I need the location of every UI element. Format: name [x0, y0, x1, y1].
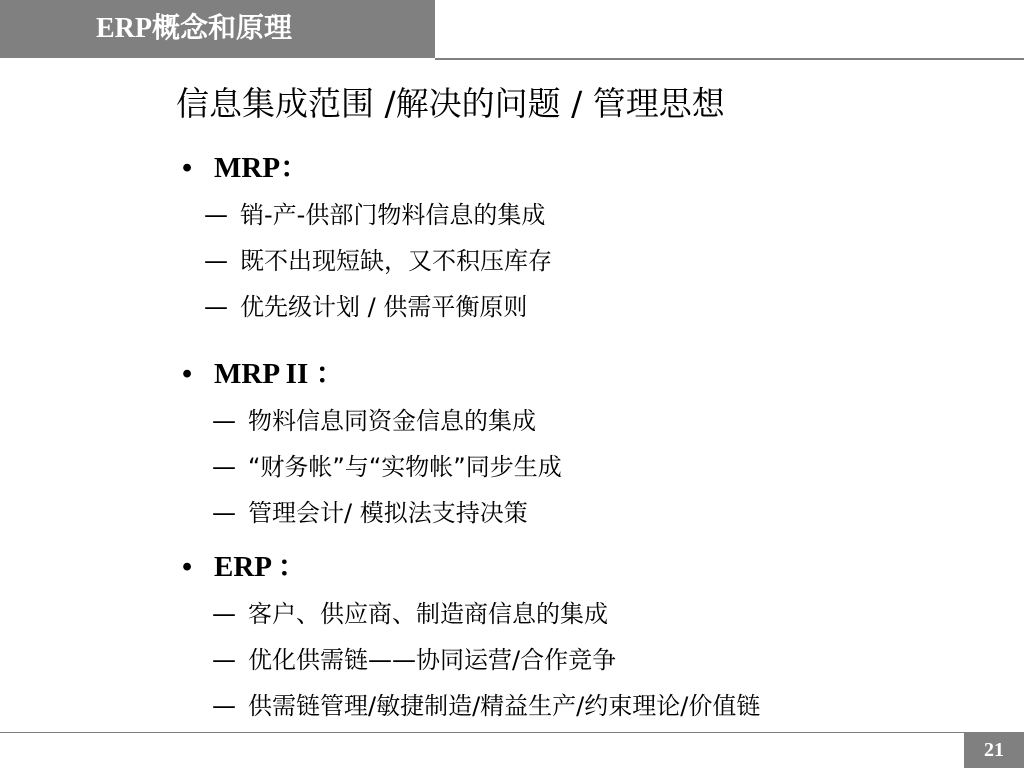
list-item-text: 既不出现短缺，又不积压库存 — [240, 247, 552, 275]
dash-icon: — — [212, 499, 236, 527]
dash-icon: — — [212, 646, 236, 674]
bullet-icon: • — [182, 551, 193, 583]
header-divider — [435, 58, 1024, 60]
list-item — [212, 683, 760, 729]
list-item — [204, 284, 552, 330]
heading-text: MRP II ： — [214, 358, 345, 390]
list-item — [212, 398, 562, 444]
section-heading — [182, 356, 562, 392]
list-item — [212, 637, 760, 683]
section-erp — [182, 549, 760, 729]
bullet-icon: • — [182, 152, 193, 184]
list-item-text: 客户、供应商、制造商信息的集成 — [248, 600, 608, 628]
dash-icon: — — [212, 453, 236, 481]
dash-icon: — — [204, 247, 228, 275]
dash-icon: — — [212, 600, 236, 628]
dash-icon: — — [212, 692, 236, 720]
list-item — [212, 490, 562, 536]
footer-divider — [0, 732, 1024, 733]
list-item-text: 优化供需链——协同运营/合作竞争 — [248, 646, 617, 674]
heading-text: MRP： — [214, 152, 310, 184]
section-mrp — [182, 150, 552, 330]
list-item — [212, 591, 760, 637]
heading-text: ERP ： — [214, 551, 307, 583]
list-item — [204, 192, 552, 238]
page-title: 信息集成范围 /解决的问题 / 管理思想 — [176, 84, 725, 123]
list-item-text: 管理会计/ 模拟法支持决策 — [248, 499, 528, 527]
dash-icon: — — [212, 407, 236, 435]
list-item-text: “财务帐”与“实物帐”同步生成 — [248, 453, 562, 481]
section-heading — [182, 150, 552, 186]
list-item — [204, 238, 552, 284]
list-item-text: 优先级计划 / 供需平衡原则 — [240, 293, 528, 321]
list-item-text: 物料信息同资金信息的集成 — [248, 407, 536, 435]
list-item-text: 供需链管理/敏捷制造/精益生产/约束理论/价值链 — [248, 692, 761, 720]
list-item-text: 销-产-供部门物料信息的集成 — [240, 201, 546, 229]
header-title: ERP概念和原理 — [96, 13, 293, 44]
page-number: 21 — [964, 733, 1024, 768]
dash-icon: — — [204, 293, 228, 321]
bullet-icon: • — [182, 358, 193, 390]
section-heading — [182, 549, 760, 585]
list-item — [212, 444, 562, 490]
section-mrp2 — [182, 356, 562, 536]
header-bar — [0, 0, 435, 58]
dash-icon: — — [204, 201, 228, 229]
